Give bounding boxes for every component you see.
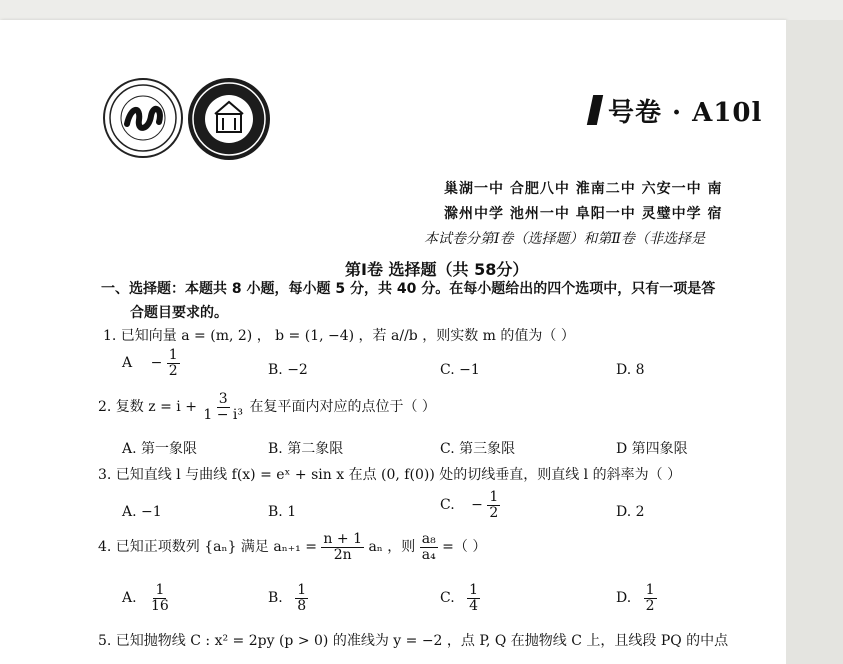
q4-c-numerator: 1 bbox=[469, 582, 479, 598]
viewer-side-panel bbox=[786, 20, 843, 664]
q2-fraction bbox=[201, 392, 245, 422]
q1-option-b: B. −2 bbox=[268, 362, 308, 378]
q3-option-b: B. 1 bbox=[268, 504, 297, 520]
document-page bbox=[0, 20, 786, 664]
schools-line-1: 巢湖一中 合肥八中 淮南二中 六安一中 南 bbox=[444, 181, 723, 197]
q4-option-a bbox=[122, 583, 171, 613]
q4-stem-suffix: =（ ） bbox=[442, 539, 487, 556]
q4-fraction bbox=[321, 532, 364, 562]
q4-option-d-label: D. bbox=[616, 590, 632, 607]
q4-option-c-fraction bbox=[467, 583, 480, 613]
q4-ratio-numerator: a₈ bbox=[421, 531, 436, 547]
instructions-line-1: 一、选择题：本题共 8 小题，每小题 5 分，共 40 分。在每小题给出的四个选项中，只有一项是答 bbox=[101, 281, 716, 297]
q2-numerator: 3 bbox=[218, 391, 228, 407]
q4-option-c bbox=[440, 583, 480, 613]
q2-option-c: C. 第三象限 bbox=[440, 441, 516, 457]
q4-ratio-fraction bbox=[420, 532, 438, 562]
alliance-seal-logo bbox=[103, 78, 183, 158]
q1-option-a-label: A bbox=[122, 355, 133, 372]
q4-denominator: 2n bbox=[333, 546, 352, 563]
q3-c-numerator: 1 bbox=[489, 489, 499, 505]
schools-line-2: 滁州中学 池州一中 阜阳一中 灵璧中学 宿 bbox=[444, 206, 723, 222]
question-4-stem bbox=[98, 532, 486, 562]
q4-option-b-fraction bbox=[295, 583, 308, 613]
instructions-line-2: 合题目要求的。 bbox=[130, 305, 228, 321]
q2-denominator: 1 − i³ bbox=[203, 406, 244, 423]
q4-b-numerator: 1 bbox=[297, 582, 307, 598]
q2-stem-prefix: 2. 复数 z = i + bbox=[98, 399, 197, 416]
q1-a-numerator: 1 bbox=[168, 347, 178, 363]
q3-option-c-fraction bbox=[487, 490, 500, 520]
exam-brand-title: 号卷 · A10l bbox=[590, 92, 762, 129]
q4-option-b bbox=[268, 583, 308, 613]
q4-option-c-label: C. bbox=[440, 590, 455, 607]
paper-note: 本试卷分第Ⅰ卷（选择题）和第Ⅱ卷（非选择是 bbox=[424, 231, 706, 247]
q3-option-a: A. −1 bbox=[122, 504, 162, 520]
q3-option-c-label: C. bbox=[440, 497, 455, 514]
education-emblem-logo bbox=[188, 78, 270, 160]
q3-option-c bbox=[440, 490, 500, 520]
q4-numerator: n + 1 bbox=[323, 531, 362, 547]
viewer-toolbar bbox=[0, 0, 843, 21]
q4-stem-middle: aₙ ，则 bbox=[368, 539, 416, 556]
q1-option-d: D. 8 bbox=[616, 362, 645, 378]
q1-option-a bbox=[122, 348, 180, 378]
question-5-stem: 5. 已知抛物线 C : x² = 2py (p > 0) 的准线为 y = −2 ，点 P, Q 在抛物线 C 上，且线段 PQ 的中点 bbox=[98, 633, 729, 649]
q4-b-denominator: 8 bbox=[297, 597, 307, 614]
q4-option-d bbox=[616, 583, 657, 613]
q3-option-d: D. 2 bbox=[616, 504, 645, 520]
q4-d-denominator: 2 bbox=[645, 597, 655, 614]
q1-a-denominator: 2 bbox=[168, 362, 178, 379]
q1-option-c: C. −1 bbox=[440, 362, 480, 378]
q4-option-a-fraction bbox=[149, 583, 171, 613]
q2-stem-suffix: 在复平面内对应的点位于（ ） bbox=[249, 399, 436, 416]
question-3-stem: 3. 已知直线 l 与曲线 f(x) = eˣ + sin x 在点 (0, f(0)) 处的切线垂直，则直线 l 的斜率为（ ） bbox=[98, 467, 682, 483]
q4-c-denominator: 4 bbox=[469, 597, 479, 614]
q4-ratio-denominator: a₄ bbox=[421, 546, 436, 563]
q2-option-a: A. 第一象限 bbox=[122, 441, 198, 457]
q4-a-denominator: 16 bbox=[151, 597, 169, 614]
q2-option-d: D 第四象限 bbox=[616, 441, 688, 457]
q4-d-numerator: 1 bbox=[645, 582, 655, 598]
question-2-stem bbox=[98, 392, 436, 422]
q4-option-b-label: B. bbox=[268, 590, 283, 607]
q1-option-a-sign: − bbox=[150, 355, 163, 372]
q3-option-c-sign: − bbox=[471, 497, 483, 514]
question-1-stem: 1. 已知向量 a = (m, 2) ， b = (1, −4) ，若 a//b ，则实数 m 的值为（ ） bbox=[103, 328, 575, 344]
q3-c-denominator: 2 bbox=[489, 504, 499, 521]
section-title: 第Ⅰ卷 选择题（共 58分） bbox=[345, 260, 529, 279]
q4-option-a-label: A. bbox=[122, 590, 137, 607]
q4-option-d-fraction bbox=[644, 583, 657, 613]
q4-stem-prefix: 4. 已知正项数列 {aₙ} 满足 aₙ₊₁ = bbox=[98, 539, 317, 556]
q2-option-b: B. 第二象限 bbox=[268, 441, 344, 457]
q4-a-numerator: 1 bbox=[155, 582, 165, 598]
q1-option-a-fraction bbox=[167, 348, 180, 378]
